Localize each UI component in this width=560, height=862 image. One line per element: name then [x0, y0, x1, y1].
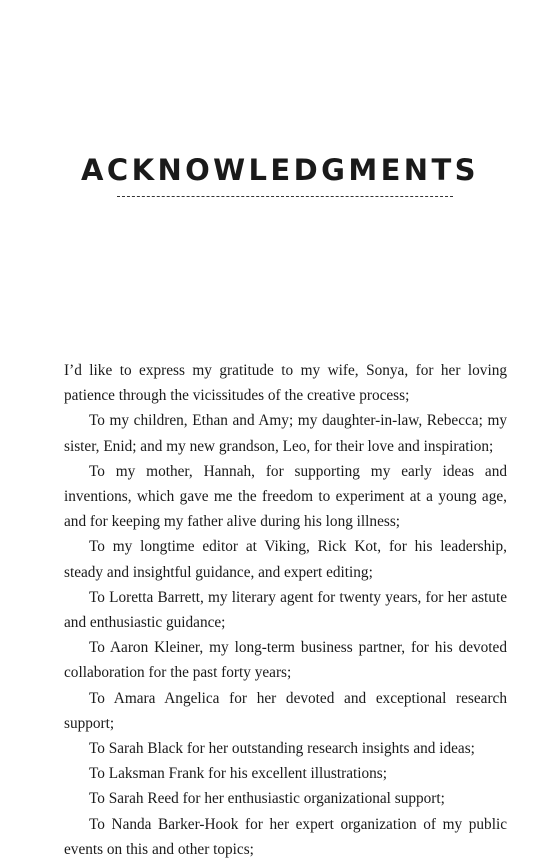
paragraph: To Laksman Frank for his excellent illustrations;	[89, 765, 388, 783]
chapter-title: ACKNOWLEDGMENTS	[81, 153, 479, 187]
paragraph: To my children, Ethan and Amy; my daughter-in-law, Rebecca; my sister, Enid; and my new grandson, Leo, for their love and inspiration;	[64, 412, 507, 455]
paragraph: To my longtime editor at Viking, Rick Kot, for his leadership, steady and insightful guidance, and expert editing;	[64, 538, 507, 581]
title-dashed-rule	[117, 196, 453, 197]
paragraph: To Aaron Kleiner, my long-term business partner, for his devoted collaboration for the past forty years;	[64, 639, 507, 682]
paragraph: I’d like to express my gratitude to my wife, Sonya, for her loving patience through the vicissitudes of the creative process;	[64, 362, 507, 405]
paragraph: To Amara Angelica for her devoted and exceptional research support;	[64, 689, 507, 732]
paragraph: To Loretta Barrett, my literary agent for twenty years, for her astute and enthusiastic guidance;	[64, 588, 507, 632]
paragraph: To Sarah Reed for her enthusiastic organizational support;	[89, 790, 445, 808]
paragraph: To Sarah Black for her outstanding research insights and ideas;	[89, 740, 475, 758]
acknowledgments-body	[64, 358, 507, 862]
paragraph: To my mother, Hannah, for supporting my early ideas and inventions, which gave me the freedom to experiment at a young age, and for keeping my father alive during his long illness;	[64, 462, 507, 531]
paragraph: To Nanda Barker-Hook for her expert organization of my public events on this and other topics;	[64, 815, 507, 858]
